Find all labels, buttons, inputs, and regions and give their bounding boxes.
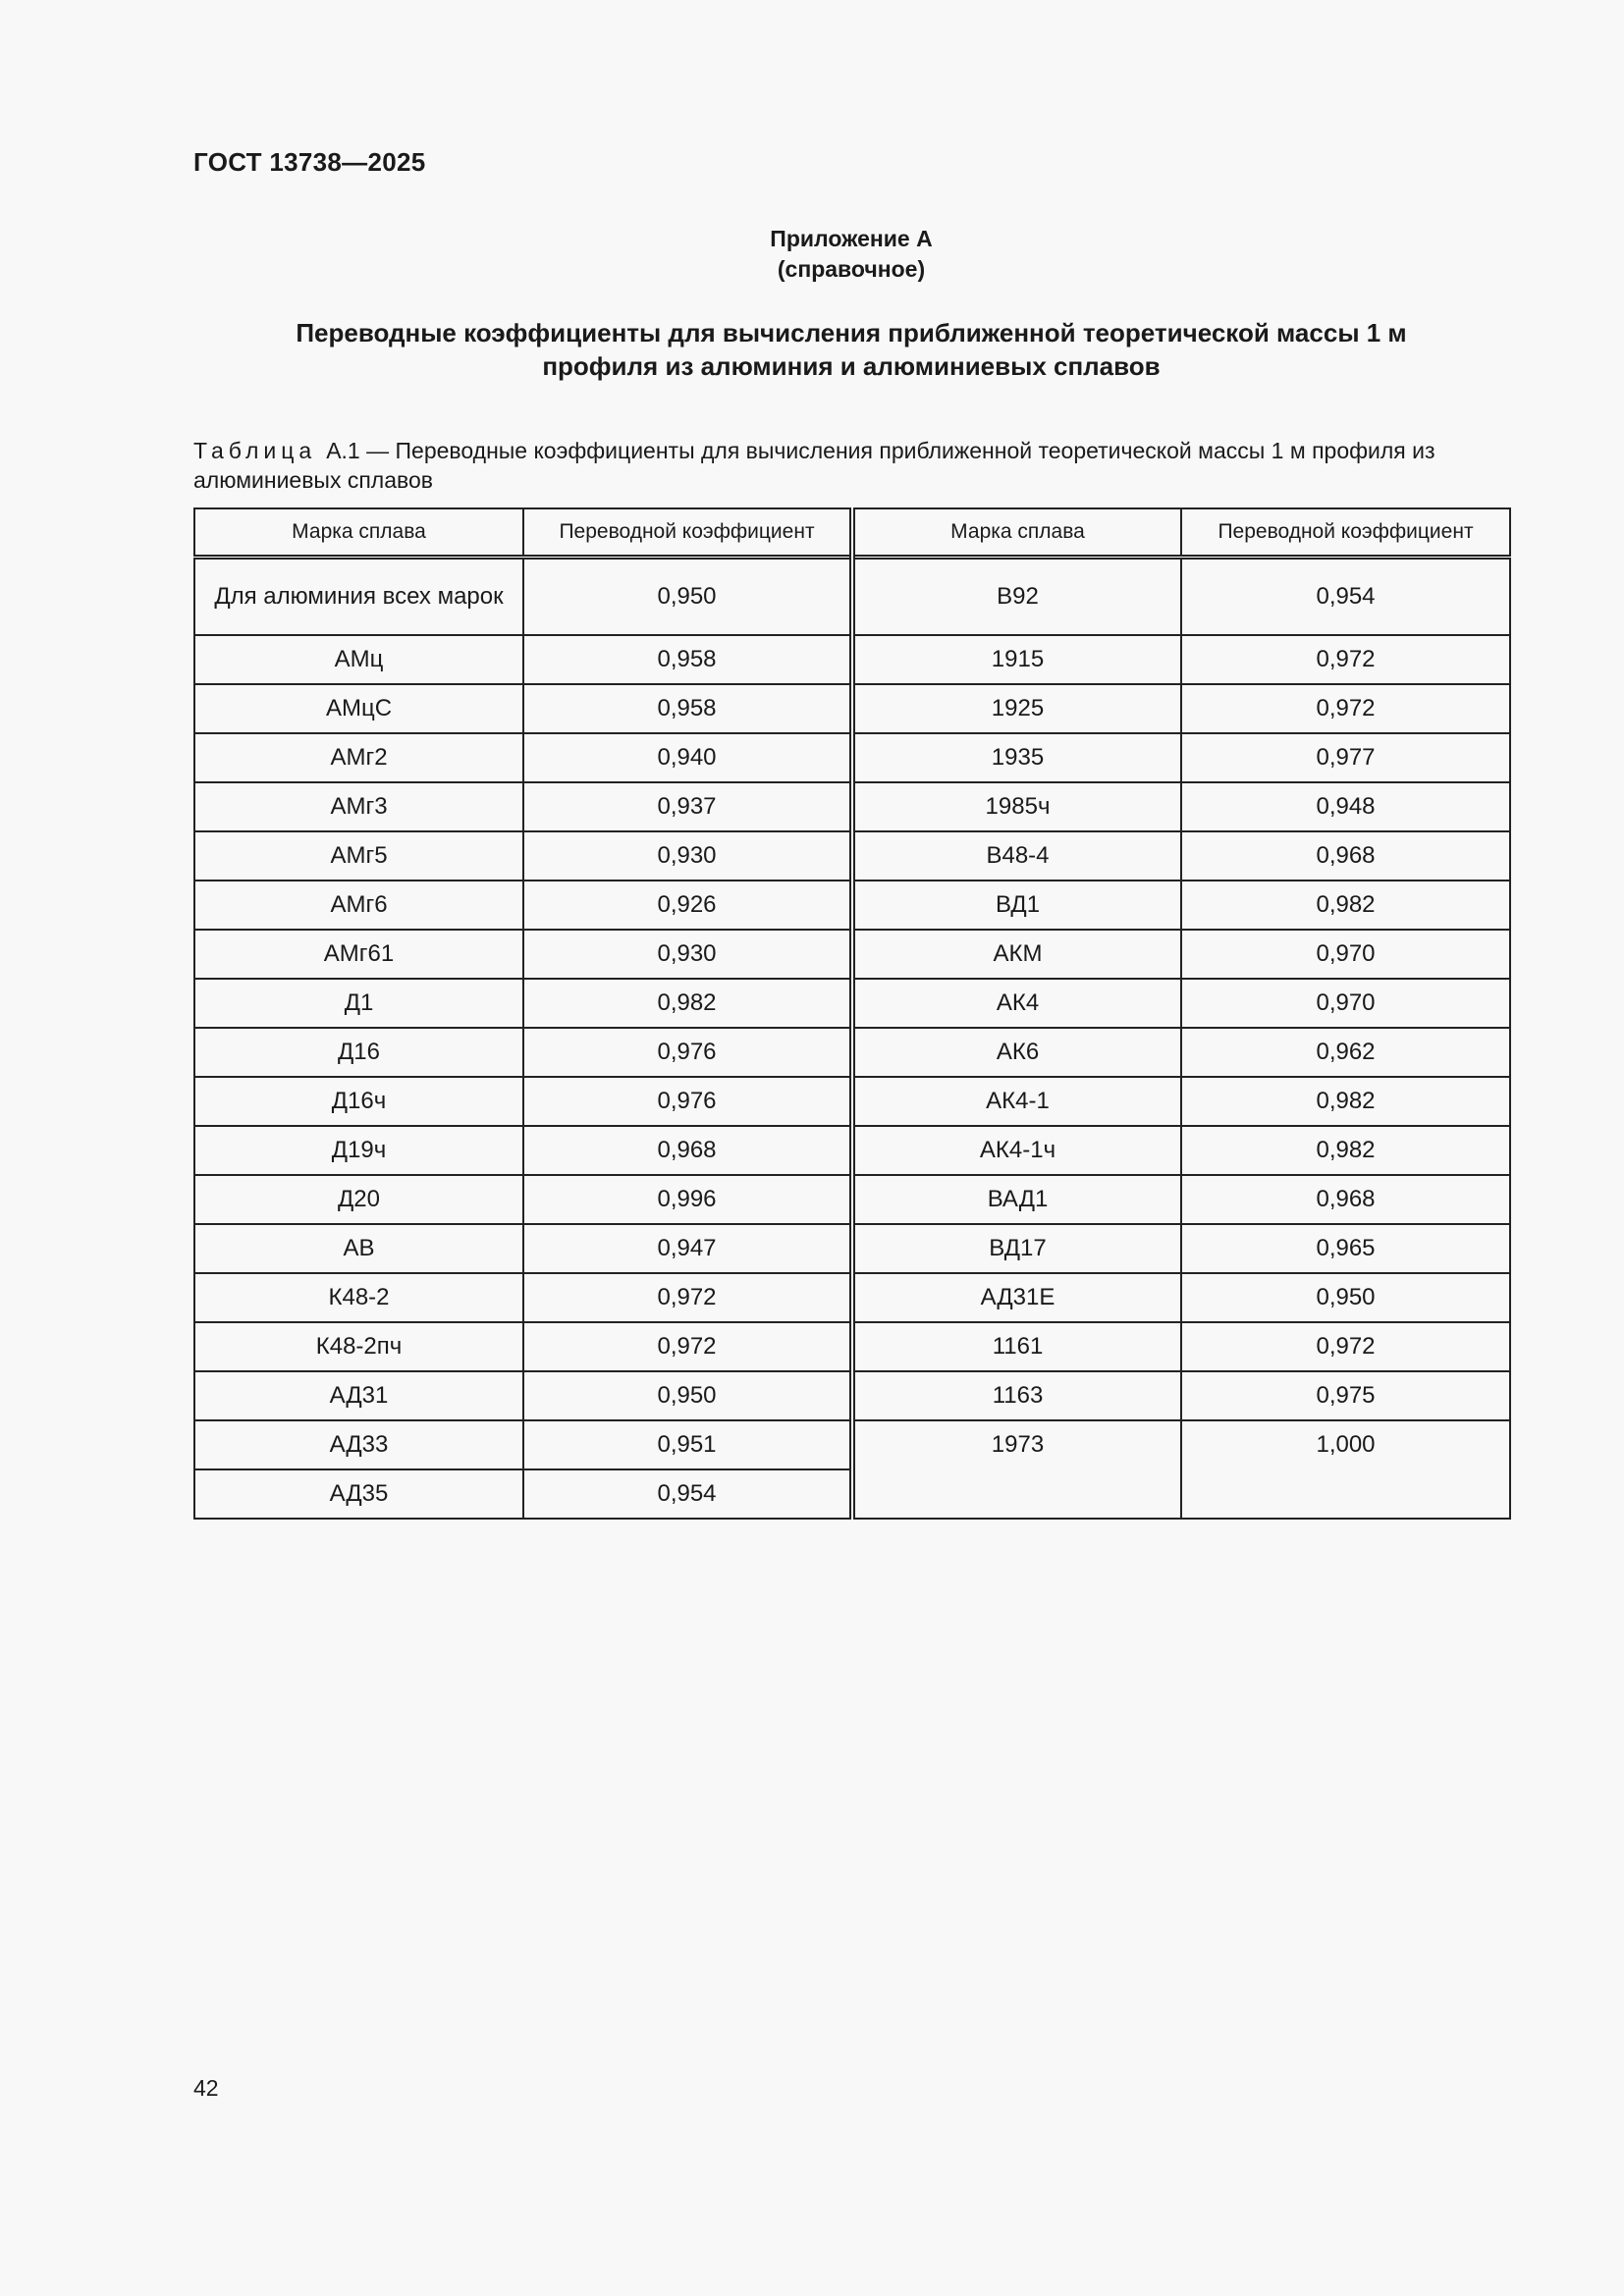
- grade-cell-left: Д16: [194, 1028, 523, 1077]
- table-header-row: [194, 508, 1510, 558]
- table-row: [194, 782, 1510, 831]
- coef-cell-right: 0,968: [1181, 831, 1510, 881]
- table-row: [194, 881, 1510, 930]
- coef-cell-right: 0,977: [1181, 733, 1510, 782]
- coef-cell-right: 0,968: [1181, 1175, 1510, 1224]
- coef-cell-right: 0,965: [1181, 1224, 1510, 1273]
- coef-cell-right: 0,972: [1181, 1322, 1510, 1371]
- coef-cell-left: 0,940: [523, 733, 852, 782]
- table-caption: [193, 436, 1514, 495]
- coef-cell-left: 0,930: [523, 831, 852, 881]
- grade-cell-left: АМг6: [194, 881, 523, 930]
- table-row: [194, 1028, 1510, 1077]
- coef-cell-right: 1,000: [1181, 1420, 1510, 1519]
- grade-cell-right: АКМ: [852, 930, 1181, 979]
- annex-heading: [193, 316, 1509, 383]
- header-grade-left: Марка сплава: [194, 508, 523, 558]
- coef-cell-right: 0,975: [1181, 1371, 1510, 1420]
- grade-cell-right: ВАД1: [852, 1175, 1181, 1224]
- grade-cell-left: К48-2: [194, 1273, 523, 1322]
- coef-cell-left: 0,950: [523, 558, 852, 636]
- grade-cell-left: АМг5: [194, 831, 523, 881]
- grade-cell-right: 1973: [852, 1420, 1181, 1519]
- coef-cell-left: 0,972: [523, 1322, 852, 1371]
- coef-cell-left: 0,937: [523, 782, 852, 831]
- grade-cell-left: АМг2: [194, 733, 523, 782]
- document-code: ГОСТ 13738—2025: [193, 147, 426, 177]
- table-row: [194, 635, 1510, 684]
- coefficient-table-wrap: [193, 507, 1509, 1507]
- coef-cell-right: 0,982: [1181, 1126, 1510, 1175]
- coef-cell-left: 0,930: [523, 930, 852, 979]
- coef-cell-right: 0,954: [1181, 558, 1510, 636]
- grade-cell-left: АМг61: [194, 930, 523, 979]
- grade-cell-left: Для алюминия всех марок: [194, 558, 523, 636]
- coef-cell-right: 0,972: [1181, 684, 1510, 733]
- table-row: [194, 1126, 1510, 1175]
- grade-cell-left: АВ: [194, 1224, 523, 1273]
- grade-cell-left: Д1: [194, 979, 523, 1028]
- table-caption-label: Таблица: [193, 438, 317, 463]
- grade-cell-right: АК4-1ч: [852, 1126, 1181, 1175]
- grade-cell-left: АД31: [194, 1371, 523, 1420]
- coef-cell-left: 0,954: [523, 1469, 852, 1519]
- table-row: [194, 733, 1510, 782]
- table-row: [194, 1224, 1510, 1273]
- appendix-title: Приложение А: [770, 226, 933, 251]
- coef-cell-right: 0,982: [1181, 1077, 1510, 1126]
- coef-cell-left: 0,958: [523, 635, 852, 684]
- grade-cell-right: 1925: [852, 684, 1181, 733]
- coef-cell-left: 0,982: [523, 979, 852, 1028]
- grade-cell-left: АД33: [194, 1420, 523, 1469]
- annex-heading-line-2: профиля из алюминия и алюминиевых сплавов: [542, 351, 1161, 381]
- grade-cell-right: 1915: [852, 635, 1181, 684]
- grade-cell-left: К48-2пч: [194, 1322, 523, 1371]
- header-coef-right: Переводной коэффициент: [1181, 508, 1510, 558]
- table-row: [194, 930, 1510, 979]
- table-caption-text: А.1 — Переводные коэффициенты для вычисления приближенной теоретической массы 1 м профиля из алюминиевых сплавов: [193, 438, 1435, 493]
- grade-cell-right: В92: [852, 558, 1181, 636]
- grade-cell-left: АД35: [194, 1469, 523, 1519]
- coef-cell-left: 0,958: [523, 684, 852, 733]
- coef-cell-left: 0,996: [523, 1175, 852, 1224]
- table-row: [194, 1322, 1510, 1371]
- coef-cell-left: 0,950: [523, 1371, 852, 1420]
- table-row: [194, 1077, 1510, 1126]
- grade-cell-left: АМг3: [194, 782, 523, 831]
- table-row: [194, 1273, 1510, 1322]
- coef-cell-right: 0,950: [1181, 1273, 1510, 1322]
- table-row: [194, 831, 1510, 881]
- coef-cell-right: 0,970: [1181, 930, 1510, 979]
- grade-cell-left: Д20: [194, 1175, 523, 1224]
- table-row: [194, 979, 1510, 1028]
- coef-cell-left: 0,968: [523, 1126, 852, 1175]
- grade-cell-right: ВД17: [852, 1224, 1181, 1273]
- coef-cell-right: 0,972: [1181, 635, 1510, 684]
- coef-cell-right: 0,948: [1181, 782, 1510, 831]
- coef-cell-left: 0,976: [523, 1077, 852, 1126]
- grade-cell-left: Д19ч: [194, 1126, 523, 1175]
- grade-cell-right: 1161: [852, 1322, 1181, 1371]
- table-row: [194, 558, 1510, 636]
- grade-cell-left: Д16ч: [194, 1077, 523, 1126]
- table-row: [194, 1420, 1510, 1469]
- coefficient-table: [193, 507, 1511, 1520]
- grade-cell-right: АК6: [852, 1028, 1181, 1077]
- page-number: 42: [193, 2075, 219, 2101]
- coef-cell-right: 0,970: [1181, 979, 1510, 1028]
- grade-cell-right: АК4-1: [852, 1077, 1181, 1126]
- coef-cell-left: 0,972: [523, 1273, 852, 1322]
- table-row: [194, 684, 1510, 733]
- grade-cell-right: 1163: [852, 1371, 1181, 1420]
- coef-cell-left: 0,976: [523, 1028, 852, 1077]
- appendix-kind: (справочное): [777, 256, 926, 282]
- grade-cell-right: В48-4: [852, 831, 1181, 881]
- table-row: [194, 1371, 1510, 1420]
- coef-cell-left: 0,947: [523, 1224, 852, 1273]
- header-grade-right: Марка сплава: [852, 508, 1181, 558]
- grade-cell-right: ВД1: [852, 881, 1181, 930]
- grade-cell-right: 1985ч: [852, 782, 1181, 831]
- grade-cell-right: АД31Е: [852, 1273, 1181, 1322]
- coef-cell-left: 0,926: [523, 881, 852, 930]
- annex-heading-line-1: Переводные коэффициенты для вычисления приближенной теоретической массы 1 м: [296, 318, 1407, 347]
- coef-cell-right: 0,982: [1181, 881, 1510, 930]
- table-row: [194, 1175, 1510, 1224]
- header-coef-left: Переводной коэффициент: [523, 508, 852, 558]
- grade-cell-right: АК4: [852, 979, 1181, 1028]
- grade-cell-left: АМцС: [194, 684, 523, 733]
- table-body: [194, 558, 1510, 1520]
- coef-cell-left: 0,951: [523, 1420, 852, 1469]
- coef-cell-right: 0,962: [1181, 1028, 1510, 1077]
- grade-cell-right: 1935: [852, 733, 1181, 782]
- grade-cell-left: АМц: [194, 635, 523, 684]
